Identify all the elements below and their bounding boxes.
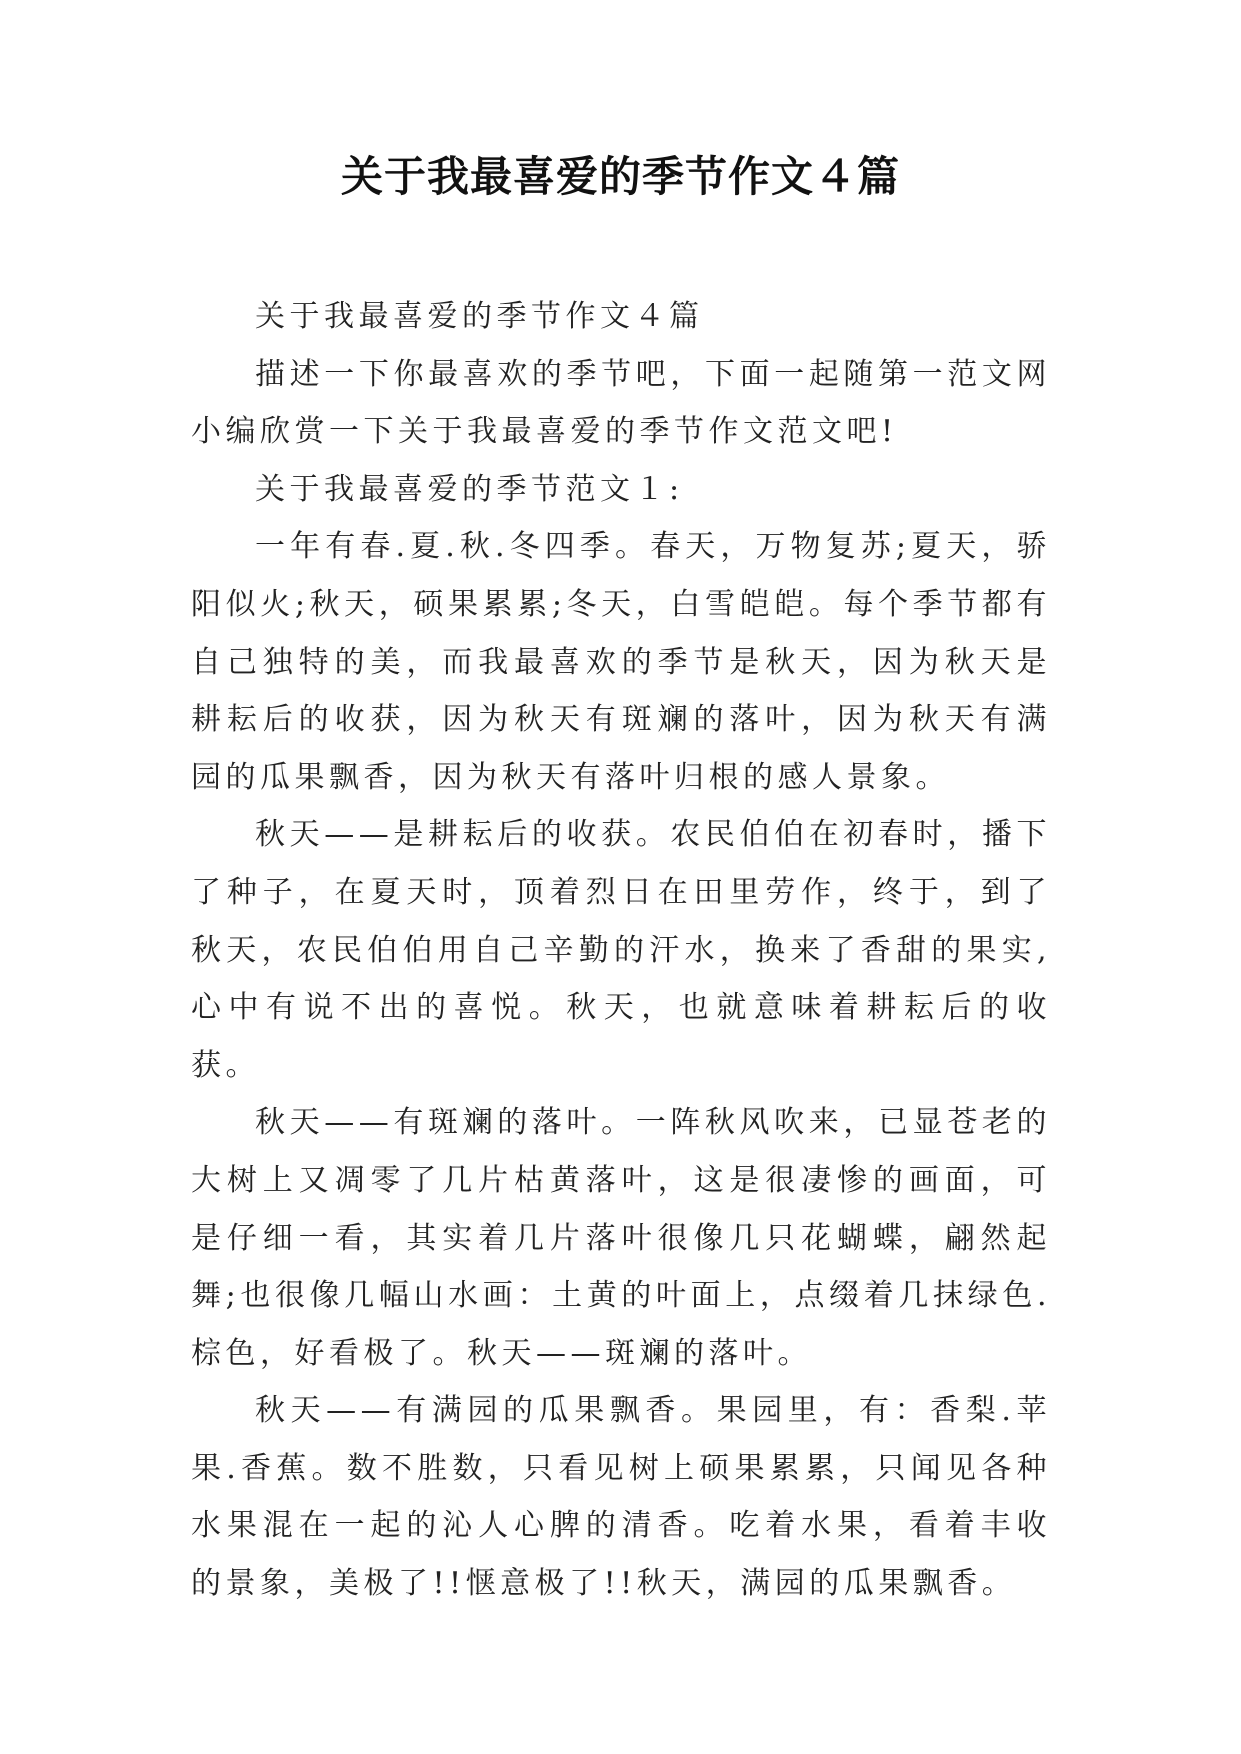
paragraph-four-seasons: 一年有春.夏.秋.冬四季。春天，万物复苏;夏天，骄阳似火;秋天，硕果累累;冬天，白雪皑皑。每个季节都有自己独特的美，而我最喜欢的季节是秋天，因为秋天是耕耘后的收获，因为秋天有斑斓的落叶，因为秋天有满园的瓜果飘香，因为秋天有落叶归根的感人景象。	[191, 529, 1051, 795]
paragraph-heading-repeat: 关于我最喜爱的季节作文４篇	[255, 299, 704, 334]
paragraph-harvest: 秋天——是耕耘后的收获。农民伯伯在初春时，播下了种子，在夏天时，顶着烈日在田里劳作，终于，到了秋天，农民伯伯用自己辛勤的汗水，换来了香甜的果实,心中有说不出的喜悦。秋天，也就意味着耕耘后的收获。	[191, 817, 1051, 1083]
paragraph-fruit-fragrance: 秋天——有满园的瓜果飘香。果园里，有：香梨.苹果.香蕉。数不胜数，只看见树上硕果累累，只闻见各种水果混在一起的沁人心脾的清香。吃着水果，看着丰收的景象，美极了!!惬意极了!!秋天，满园的瓜果飘香。	[191, 1393, 1051, 1602]
document-body	[191, 288, 1051, 1613]
document-title: 关于我最喜爱的季节作文４篇	[340, 152, 900, 201]
paragraph-subheading: 关于我最喜爱的季节范文１:	[255, 471, 684, 507]
paragraph-intro: 描述一下你最喜欢的季节吧，下面一起随第一范文网小编欣赏一下关于我最喜爱的季节作文范文吧!	[191, 356, 1051, 450]
paragraph-fallen-leaves: 秋天——有斑斓的落叶。一阵秋风吹来，已显苍老的大树上又凋零了几片枯黄落叶，这是很凄惨的画面，可是仔细一看，其实着几片落叶很像几只花蝴蝶，翩然起舞;也很像几幅山水画：土黄的叶面上，点缀着几抹绿色.棕色，好看极了。秋天——斑斓的落叶。	[191, 1105, 1051, 1371]
